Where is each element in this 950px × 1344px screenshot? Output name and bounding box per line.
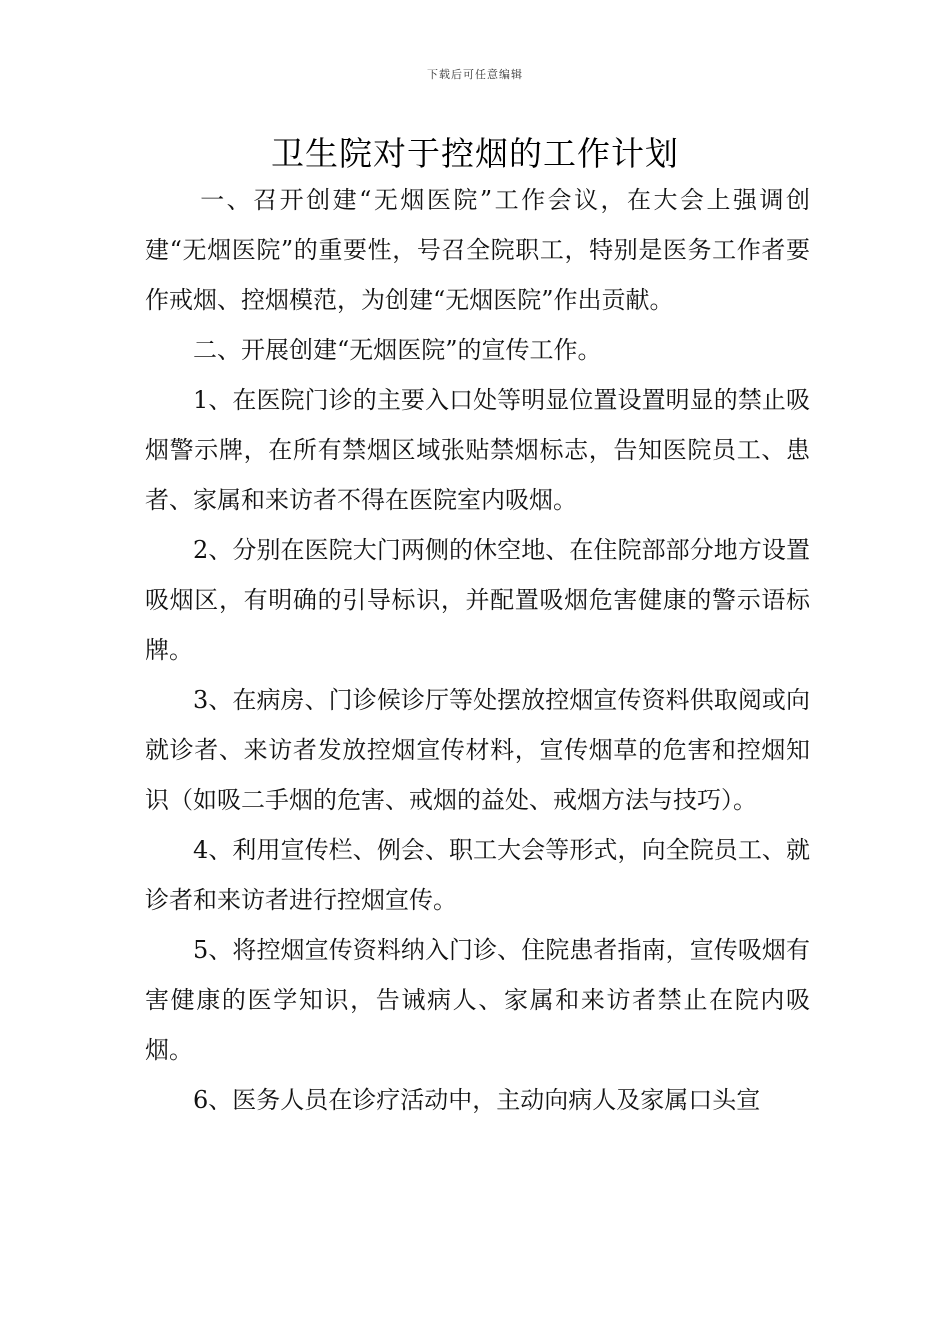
paragraph-2: 二、开展创建“无烟医院”的宣传工作。 (193, 336, 602, 364)
paragraph-6: 4、利用宣传栏、例会、职工大会等形式，向全院员工、就诊者和来访者进行控烟宣传。 (145, 836, 810, 914)
document-body (145, 175, 810, 1125)
paragraph-7: 5、将控烟宣传资料纳入门诊、住院患者指南，宣传吸烟有害健康的医学知识，告诫病人、家属和来访者禁止在院内吸烟。 (145, 936, 810, 1064)
paragraph-1: 一、召开创建“无烟医院”工作会议，在大会上强调创建“无烟医院”的重要性，号召全院职工，特别是医务工作者要作戒烟、控烟模范，为创建“无烟医院”作出贡献。 (145, 186, 810, 314)
document-title: 卫生院对于控烟的工作计划 (271, 134, 679, 173)
paragraph-8: 6、医务人员在诊疗活动中，主动向病人及家属口头宣 (193, 1086, 761, 1114)
paragraph-3: 1、在医院门诊的主要入口处等明显位置设置明显的禁止吸烟警示牌，在所有禁烟区域张贴禁烟标志，告知医院员工、患者、家属和来访者不得在医院室内吸烟。 (145, 386, 810, 514)
paragraph-5: 3、在病房、门诊候诊厅等处摆放控烟宣传资料供取阅或向就诊者、来访者发放控烟宣传材料，宣传烟草的危害和控烟知识（如吸二手烟的危害、戒烟的益处、戒烟方法与技巧）。 (145, 686, 810, 814)
header-note: 下载后可任意编辑 (427, 68, 523, 81)
paragraph-4: 2、分别在医院大门两侧的休空地、在住院部部分地方设置吸烟区，有明确的引导标识，并配置吸烟危害健康的警示语标牌。 (145, 536, 810, 664)
